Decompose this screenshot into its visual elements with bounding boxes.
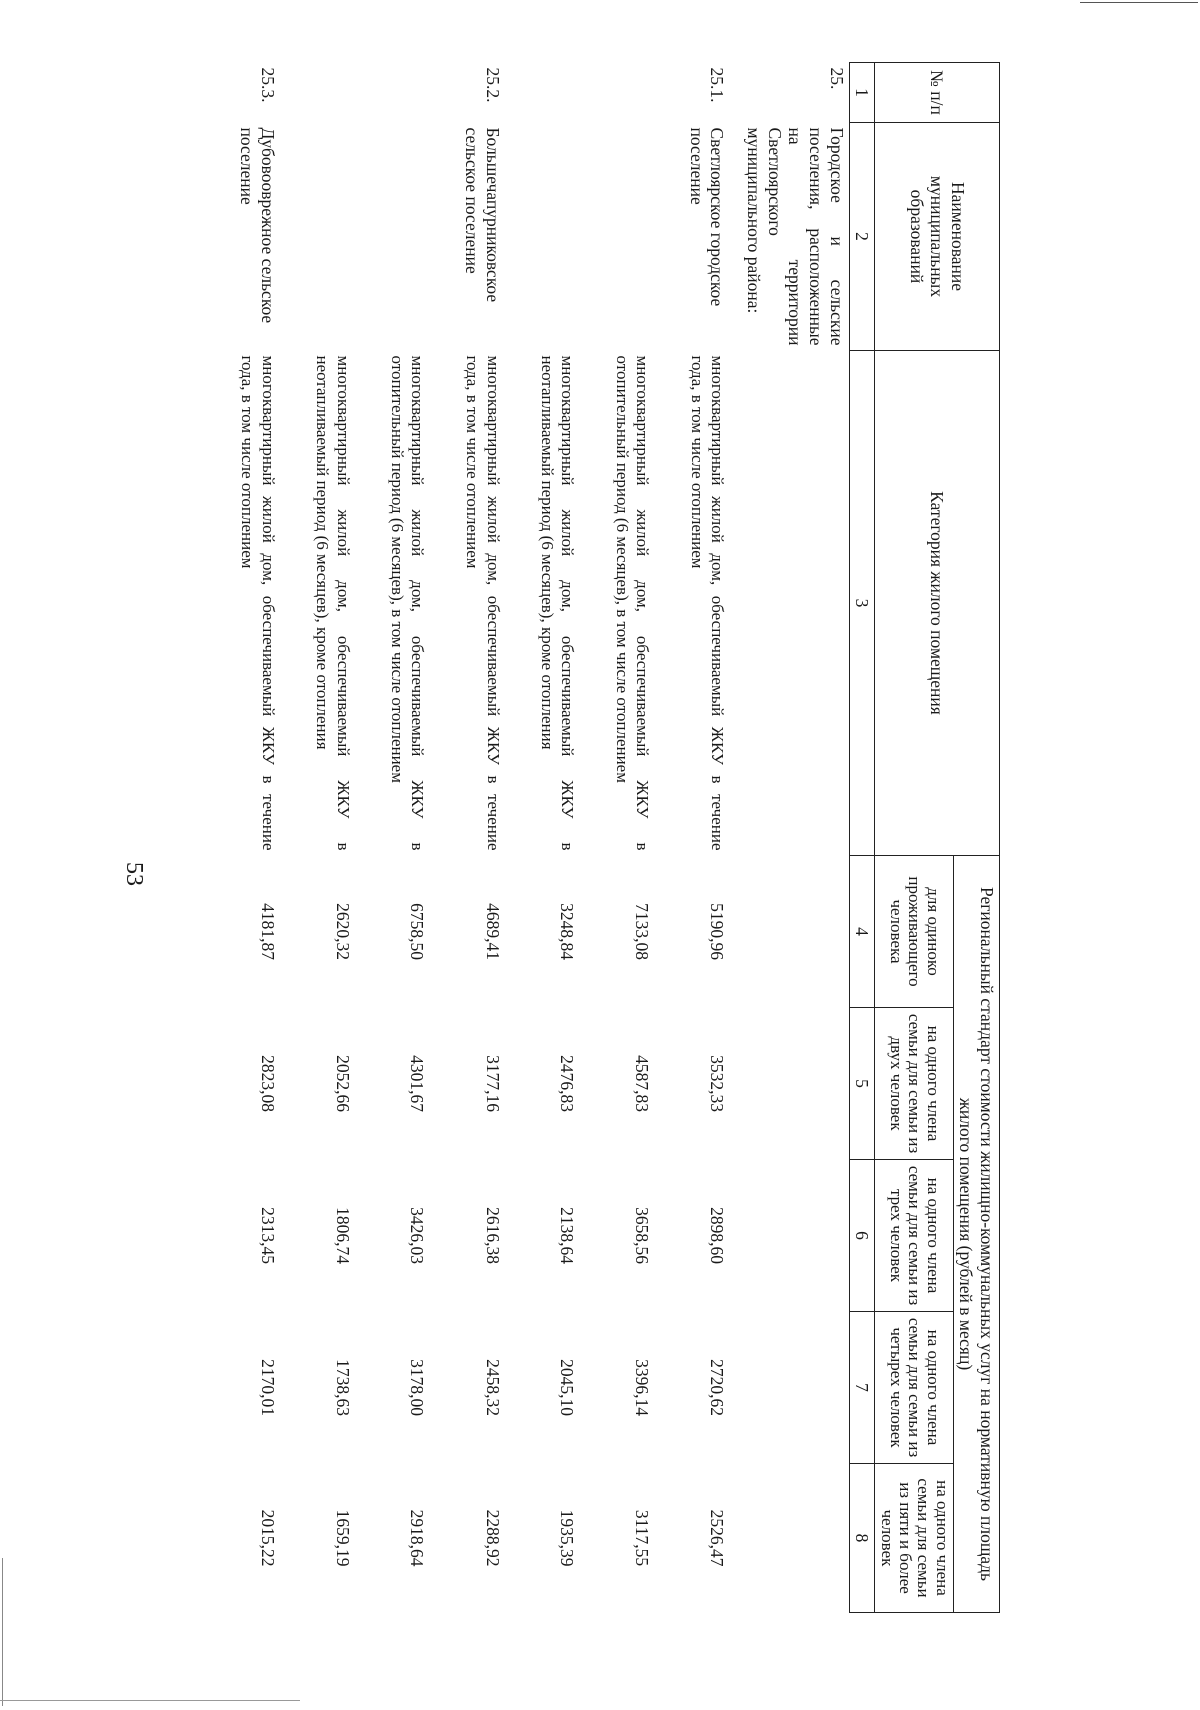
- value-cell: 6758,50: [407, 903, 428, 960]
- municipality-name: [365, 123, 440, 351]
- value-cell: 3177,16: [482, 1055, 503, 1112]
- municipality-name: Светлоярское городское поселение: [686, 127, 728, 307]
- housing-category: многоквартирный жилой дом, обеспечиваемый ЖКУ в неотапливаемый период (6 месяцев), кроме отопления: [537, 355, 578, 851]
- value-cell: 1806,74: [332, 1207, 353, 1264]
- housing-category: многоквартирный жилой дом, обеспечиваемый ЖКУ в течение года, в том числе отоплением: [463, 355, 503, 851]
- value-cell: 2015,22: [257, 1509, 278, 1567]
- column-number: 7: [849, 1312, 875, 1464]
- row-number: [290, 63, 365, 123]
- housing-category: многоквартирный жилой дом, обеспечиваемый ЖКУ в отопительный период (6 месяцев), в том числе отоплением: [387, 355, 428, 851]
- row-number: [515, 63, 590, 123]
- value-cell: 3396,14: [632, 1359, 653, 1416]
- value-cell: 2138,64: [557, 1207, 578, 1264]
- table-row: [664, 63, 741, 1613]
- row-number: 25.: [826, 67, 847, 90]
- table-row: [290, 63, 365, 1613]
- header-family-five-plus: на одного члена семьи для семьи из пяти и более человек: [875, 1464, 953, 1613]
- column-number: 3: [849, 351, 875, 856]
- value-cell: 1935,39: [557, 1509, 578, 1567]
- column-number: 5: [849, 1008, 875, 1160]
- row-number: [589, 63, 664, 123]
- housing-cost-table: [214, 62, 1000, 1613]
- header-num: № п/п: [875, 63, 1000, 123]
- value-cell: 4301,67: [407, 1055, 428, 1112]
- municipality-name: Большечапурниковское сельское поселение: [461, 127, 503, 303]
- value-cell: 1738,63: [332, 1359, 353, 1416]
- column-number: 4: [849, 856, 875, 1008]
- column-number: 6: [849, 1160, 875, 1312]
- value-cell: 2720,62: [707, 1359, 728, 1416]
- value-cell: 2170,01: [257, 1359, 278, 1416]
- value-cell: 2313,45: [257, 1207, 278, 1264]
- value-cell: 3178,00: [407, 1359, 428, 1416]
- value-cell: 1659,19: [332, 1509, 353, 1567]
- value-cell: 2616,38: [482, 1207, 503, 1264]
- header-family-two: на одного члена семьи для семьи из двух человек: [875, 1008, 953, 1160]
- scan-edge-artifact: [2, 1558, 3, 1706]
- table-row: [589, 63, 664, 1613]
- column-number: 1: [849, 63, 875, 123]
- header-family-four: на одного члена семьи для семьи из четырех человек: [875, 1312, 953, 1464]
- value-cell: 2526,47: [707, 1509, 728, 1567]
- header-single-person: для одиноко проживающего человека: [875, 856, 953, 1008]
- municipality-name: [589, 123, 664, 351]
- value-cell: 2620,32: [332, 903, 353, 960]
- value-cell: 2823,08: [257, 1055, 278, 1112]
- header-family-three: на одного члена семьи для семьи из трех человек: [875, 1160, 953, 1312]
- value-cell: 2458,32: [482, 1359, 503, 1416]
- scan-edge-artifact: [0, 1700, 300, 1701]
- page-number: 53: [121, 862, 147, 886]
- value-cell: 2476,83: [557, 1055, 578, 1112]
- table-group-row: [741, 63, 849, 1613]
- value-cell: 4181,87: [257, 903, 278, 960]
- value-cell: 2918,64: [407, 1509, 428, 1567]
- header-municipality: Наименование муниципальных образований: [875, 123, 1000, 351]
- value-cell: 2288,92: [482, 1509, 503, 1567]
- row-number: 25.1.: [707, 67, 728, 103]
- header-regional-standard: Региональный стандарт стоимости жилищно-коммунальных услуг на нормативную площадь жилого помещения (рублей в месяц): [953, 856, 999, 1613]
- column-number: 2: [849, 123, 875, 351]
- value-cell: 2898,60: [707, 1207, 728, 1264]
- value-cell: 4689,41: [482, 903, 503, 960]
- value-cell: 2045,10: [557, 1359, 578, 1416]
- row-number: [365, 63, 440, 123]
- column-number: 8: [849, 1464, 875, 1613]
- row-number: 25.2.: [482, 67, 503, 103]
- value-cell: 3248,84: [557, 903, 578, 960]
- table-row: [515, 63, 590, 1613]
- scan-edge-artifact: [1080, 2, 1198, 3]
- municipality-name: [515, 123, 590, 351]
- value-cell: 4587,83: [632, 1055, 653, 1112]
- header-category: Категория жилого помещения: [875, 351, 1000, 856]
- value-cell: 3426,03: [407, 1207, 428, 1264]
- municipality-name: Дубовооврежное сельское поселение: [237, 127, 278, 324]
- housing-category: многоквартирный жилой дом, обеспечиваемый ЖКУ в течение года, в том числе отоплением: [238, 355, 278, 851]
- municipality-name: [290, 123, 365, 351]
- housing-category: многоквартирный жилой дом, обеспечиваемый ЖКУ в течение года, в том числе отоплением: [688, 355, 728, 851]
- table-row: [365, 63, 440, 1613]
- value-cell: 3658,56: [632, 1207, 653, 1264]
- value-cell: 3117,55: [632, 1509, 653, 1567]
- value-cell: 3532,33: [707, 1055, 728, 1112]
- value-cell: 7133,08: [632, 903, 653, 960]
- housing-category: многоквартирный жилой дом, обеспечиваемый ЖКУ в неотапливаемый период (6 месяцев), кроме отопления: [313, 355, 353, 851]
- table-row: [439, 63, 514, 1613]
- municipality-group-name: Городское и сельские поселения, расположенные на территории Светлоярского муниципального района:: [744, 127, 847, 346]
- table-row: [214, 63, 289, 1613]
- value-cell: 2052,66: [332, 1055, 353, 1112]
- row-number: 25.3.: [257, 67, 278, 103]
- value-cell: 5190,96: [707, 903, 728, 960]
- rotated-document: [237, 62, 1000, 1612]
- housing-category: многоквартирный жилой дом, обеспечиваемый ЖКУ в отопительный период (6 месяцев), в том числе отоплением: [612, 355, 653, 851]
